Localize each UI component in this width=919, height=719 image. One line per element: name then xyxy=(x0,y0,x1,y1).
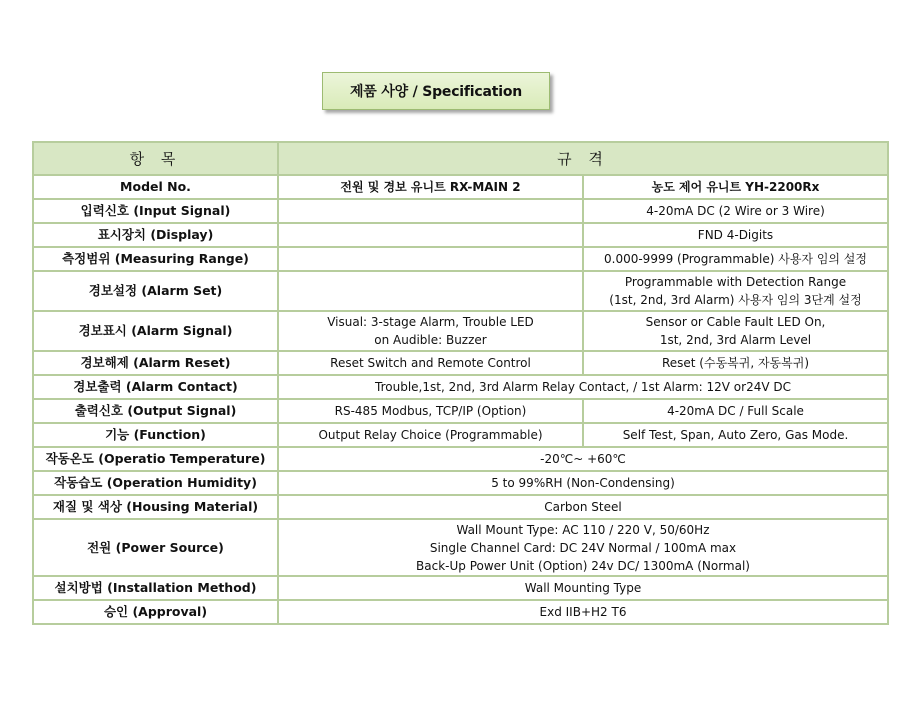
table-row xyxy=(33,271,888,311)
table-row xyxy=(33,223,888,247)
table-row xyxy=(33,471,888,495)
model-control-unit: 농도 제어 유니트 YH-2200Rx xyxy=(583,175,888,199)
value-line: (1st, 2nd, 3rd Alarm) 사용자 임의 3단계 설정 xyxy=(609,293,862,307)
row-value-control xyxy=(583,271,888,311)
row-value-main xyxy=(278,247,583,271)
row-label: 측정범위 (Measuring Range) xyxy=(33,247,278,271)
value-line: 1st, 2nd, 3rd Alarm Level xyxy=(659,333,812,347)
row-value-main: Reset Switch and Remote Control xyxy=(278,351,583,375)
row-label: 작동습도 (Operation Humidity) xyxy=(33,471,278,495)
row-label: 전원 (Power Source) xyxy=(33,519,278,576)
row-value-control: Reset (수동복귀, 자동복귀) xyxy=(583,351,888,375)
row-label: 설치방법 (Installation Method) xyxy=(33,576,278,600)
row-label: 표시장치 (Display) xyxy=(33,223,278,247)
header-item: 항 목 xyxy=(33,142,278,175)
table-row xyxy=(33,600,888,624)
row-value xyxy=(278,519,888,576)
value-line: Visual: 3-stage Alarm, Trouble LED xyxy=(327,315,534,329)
row-label: 승인 (Approval) xyxy=(33,600,278,624)
row-value-main xyxy=(278,311,583,351)
table-row xyxy=(33,199,888,223)
row-value-control: 0.000-9999 (Programmable) 사용자 임의 설정 xyxy=(583,247,888,271)
row-value: Wall Mounting Type xyxy=(278,576,888,600)
table-row xyxy=(33,351,888,375)
header-spec: 규 격 xyxy=(278,142,888,175)
row-label: 입력신호 (Input Signal) xyxy=(33,199,278,223)
table-row xyxy=(33,447,888,471)
table-row xyxy=(33,423,888,447)
row-label: 기능 (Function) xyxy=(33,423,278,447)
row-label: 재질 및 색상 (Housing Material) xyxy=(33,495,278,519)
table-header-row xyxy=(33,142,888,175)
table-row xyxy=(33,576,888,600)
table-row xyxy=(33,311,888,351)
row-value-main xyxy=(278,199,583,223)
row-label: 경보해제 (Alarm Reset) xyxy=(33,351,278,375)
model-main-unit: 전원 및 경보 유니트 RX-MAIN 2 xyxy=(278,175,583,199)
table-row xyxy=(33,519,888,576)
row-label: 경보설정 (Alarm Set) xyxy=(33,271,278,311)
row-label: Model No. xyxy=(33,175,278,199)
row-value-main: RS-485 Modbus, TCP/IP (Option) xyxy=(278,399,583,423)
row-label: 경보표시 (Alarm Signal) xyxy=(33,311,278,351)
row-value: -20℃~ +60℃ xyxy=(278,447,888,471)
value-line: Sensor or Cable Fault LED On, xyxy=(645,315,826,329)
row-value-main: Output Relay Choice (Programmable) xyxy=(278,423,583,447)
row-value-control: 4-20mA DC / Full Scale xyxy=(583,399,888,423)
value-line: Wall Mount Type: AC 110 / 220 V, 50/60Hz xyxy=(456,522,710,537)
table-row xyxy=(33,399,888,423)
row-label: 작동온도 (Operatio Temperature) xyxy=(33,447,278,471)
value-line: Single Channel Card: DC 24V Normal / 100mA max xyxy=(429,540,737,555)
table-row xyxy=(33,247,888,271)
table-row-model xyxy=(33,175,888,199)
row-label: 경보출력 (Alarm Contact) xyxy=(33,375,278,399)
row-value-control: 4-20mA DC (2 Wire or 3 Wire) xyxy=(583,199,888,223)
row-value: 5 to 99%RH (Non-Condensing) xyxy=(278,471,888,495)
row-value-main xyxy=(278,271,583,311)
row-value-control: FND 4-Digits xyxy=(583,223,888,247)
value-line: Back-Up Power Unit (Option) 24v DC/ 1300mA (Normal) xyxy=(416,558,750,573)
row-value: Trouble,1st, 2nd, 3rd Alarm Relay Contact, / 1st Alarm: 12V or24V DC xyxy=(278,375,888,399)
value-line: Programmable with Detection Range xyxy=(624,275,847,289)
value-line: on Audible: Buzzer xyxy=(374,333,487,347)
row-value: Carbon Steel xyxy=(278,495,888,519)
specification-table xyxy=(32,141,889,625)
table-row xyxy=(33,495,888,519)
table-row xyxy=(33,375,888,399)
row-label: 출력신호 (Output Signal) xyxy=(33,399,278,423)
row-value-control xyxy=(583,311,888,351)
row-value-main xyxy=(278,223,583,247)
row-value: Exd IIB+H2 T6 xyxy=(278,600,888,624)
row-value-control: Self Test, Span, Auto Zero, Gas Mode. xyxy=(583,423,888,447)
page-title: 제품 사양 / Specification xyxy=(322,72,550,110)
